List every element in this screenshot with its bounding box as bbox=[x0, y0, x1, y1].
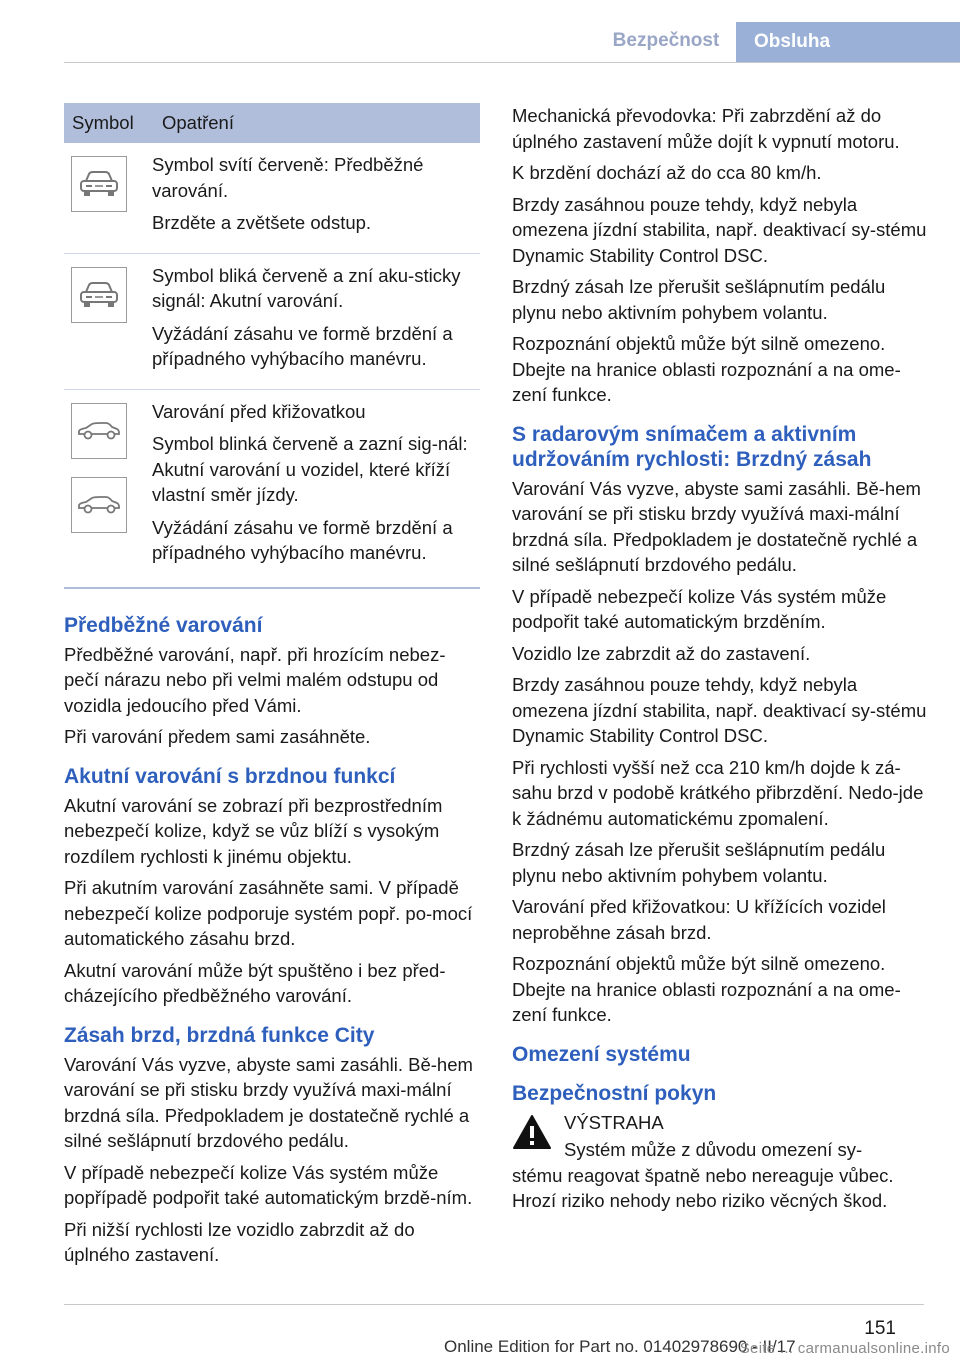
car-front-icon bbox=[71, 267, 127, 323]
section-heading: Předběžné varování bbox=[64, 613, 263, 637]
table-cell-text: Brzděte a zvětšete odstup. bbox=[152, 212, 372, 233]
footer-edition: Online Edition for Part no. 01402978690 - II/17 bbox=[444, 1337, 796, 1356]
paragraph: Akutní varování může být spuštěno i bez před-cházejícího předběžného varování. bbox=[64, 959, 446, 1006]
footer-divider bbox=[64, 1304, 924, 1305]
warning-block bbox=[512, 1110, 928, 1163]
page-number: 151 bbox=[864, 1318, 896, 1339]
watermark: Seite ... carmanualsonline.info bbox=[739, 1340, 950, 1357]
paragraph: K brzdění dochází až do cca 80 km/h. bbox=[512, 162, 822, 183]
table-header-symbol: Symbol bbox=[72, 112, 134, 133]
table-cell-text: Varování před křižovatkou bbox=[152, 400, 366, 422]
car-front-icon bbox=[71, 156, 127, 212]
paragraph: Brzdný zásah lze přerušit sešlápnutím pedálu plynu nebo aktivním pohybem volantu. bbox=[512, 839, 886, 886]
table-row bbox=[64, 143, 480, 254]
paragraph: Rozpoznání objektů může být silně omezeno. Dbejte na hranice oblasti rozpoznání a na ome-zení funkce. bbox=[512, 953, 901, 1025]
subsection-heading: Bezpečnostní pokyn bbox=[512, 1081, 717, 1105]
car-side-icon bbox=[71, 477, 127, 533]
paragraph: Při varování předem sami zasáhněte. bbox=[64, 726, 371, 747]
table-row bbox=[64, 390, 480, 589]
paragraph: Vozidlo lze zabrzdit až do zastavení. bbox=[512, 642, 811, 664]
warning-text-line: Systém může z důvodu omezení sy- bbox=[564, 1139, 863, 1160]
paragraph: Varování Vás vyzve, abyste sami zasáhli. Bě-hem varování se při stisku brzdy využívá maxi-mální brzdná síla. Předpokladem je dostatečně rychlé a silné sešlápnutí brzdového pedálu. bbox=[64, 1053, 473, 1151]
table-cell-text: Symbol bliká červeně a zní aku-sticky signál: Akutní varování. bbox=[152, 264, 461, 311]
car-side-icon bbox=[71, 403, 127, 459]
table-row bbox=[64, 254, 480, 390]
paragraph: V případě nebezpečí kolize Vás systém může popřípadě podpořit také automatickým brzdě-ním. bbox=[64, 1161, 473, 1208]
header-section-label: Bezpečnost bbox=[612, 30, 720, 51]
symbol-table bbox=[64, 103, 480, 589]
right-column bbox=[512, 103, 928, 1220]
paragraph: Předběžné varování, např. při hrozícím nebez-pečí nárazu nebo při velmi malém odstupu od vozidla jedoucího před Vámi. bbox=[64, 643, 446, 716]
warning-text: stému reagovat špatně nebo nereaguje vůbec. Hrozí riziko nehody nebo riziko věcných škod. bbox=[512, 1164, 894, 1211]
paragraph: Při nižší rychlosti lze vozidlo zabrzdit až do úplného zastavení. bbox=[64, 1218, 415, 1265]
paragraph: Brzdy zasáhnou pouze tehdy, když nebyla omezena jízdní stabilita, např. deaktivací sy-stému Dynamic Stability Control DSC. bbox=[512, 674, 927, 746]
table-header bbox=[64, 103, 480, 143]
paragraph: Při rychlosti vyšší než cca 210 km/h dojde k zá-sahu brzd v podobě krátkého přibrzdění. Nedo-jde k žádnému automatickému zpomalení. bbox=[512, 756, 924, 829]
left-column bbox=[64, 103, 480, 1274]
paragraph: Mechanická převodovka: Při zabrzdění až do úplného zastavení může dojít k vypnutí motoru. bbox=[512, 105, 900, 152]
table-cell-text: Vyžádání zásahu ve formě brzdění a případného vyhýbacího manévru. bbox=[152, 322, 453, 369]
header-tab: Obsluha bbox=[736, 22, 960, 62]
header-divider bbox=[64, 62, 960, 63]
section-heading: Zásah brzd, brzdná funkce City bbox=[64, 1023, 375, 1047]
table-row-icons bbox=[64, 263, 152, 379]
paragraph: Brzdný zásah lze přerušit sešlápnutím pedálu plynu nebo aktivním pohybem volantu. bbox=[512, 276, 886, 323]
table-header-action: Opatření bbox=[162, 112, 234, 133]
table-cell-text: Symbol blinká červeně a zazní sig-nál: Akutní varování u vozidel, které kříží vlastní směr jízdy. bbox=[152, 433, 468, 505]
paragraph: Při akutním varování zasáhněte sami. V případě nebezpečí kolize podporuje systém popř. po-mocí automatického zásahu brzd. bbox=[64, 877, 473, 949]
warning-title: VÝSTRAHA bbox=[564, 1111, 664, 1133]
paragraph: Brzdy zasáhnou pouze tehdy, když nebyla omezena jízdní stabilita, např. deaktivací sy-stému Dynamic Stability Control DSC. bbox=[512, 193, 927, 266]
section-heading: S radarovým snímačem a aktivním udržováním rychlosti: Brzdný zásah bbox=[512, 422, 872, 471]
warning-triangle-icon bbox=[512, 1114, 552, 1150]
table-row-icons bbox=[64, 399, 152, 573]
table-cell-text: Symbol svítí červeně: Předběžné varování. bbox=[152, 154, 424, 201]
paragraph: V případě nebezpečí kolize Vás systém může podpořit také automatickým brzděním. bbox=[512, 585, 887, 632]
paragraph: Varování Vás vyzve, abyste sami zasáhli. Bě-hem varování se při stisku brzdy využívá maxi-mální brzdná síla. Předpokladem je dostatečně rychlé a silné sešlápnutí brzdového pedálu. bbox=[512, 477, 921, 575]
paragraph: Varování před křižovatkou: U křížících vozidel neproběhne zásah brzd. bbox=[512, 896, 886, 943]
paragraph: Rozpoznání objektů může být silně omezeno. Dbejte na hranice oblasti rozpoznání a na ome-zení funkce. bbox=[512, 333, 901, 405]
table-cell-text: Vyžádání zásahu ve formě brzdění a případného vyhýbacího manévru. bbox=[152, 516, 453, 563]
table-row-icons bbox=[64, 152, 152, 243]
paragraph: Akutní varování se zobrazí při bezprostředním nebezpečí kolize, když se vůz blíží s vysokým rozdílem rychlosti k jinému objektu. bbox=[64, 794, 443, 867]
section-heading: Akutní varování s brzdnou funkcí bbox=[64, 764, 396, 788]
section-heading: Omezení systému bbox=[512, 1042, 691, 1066]
